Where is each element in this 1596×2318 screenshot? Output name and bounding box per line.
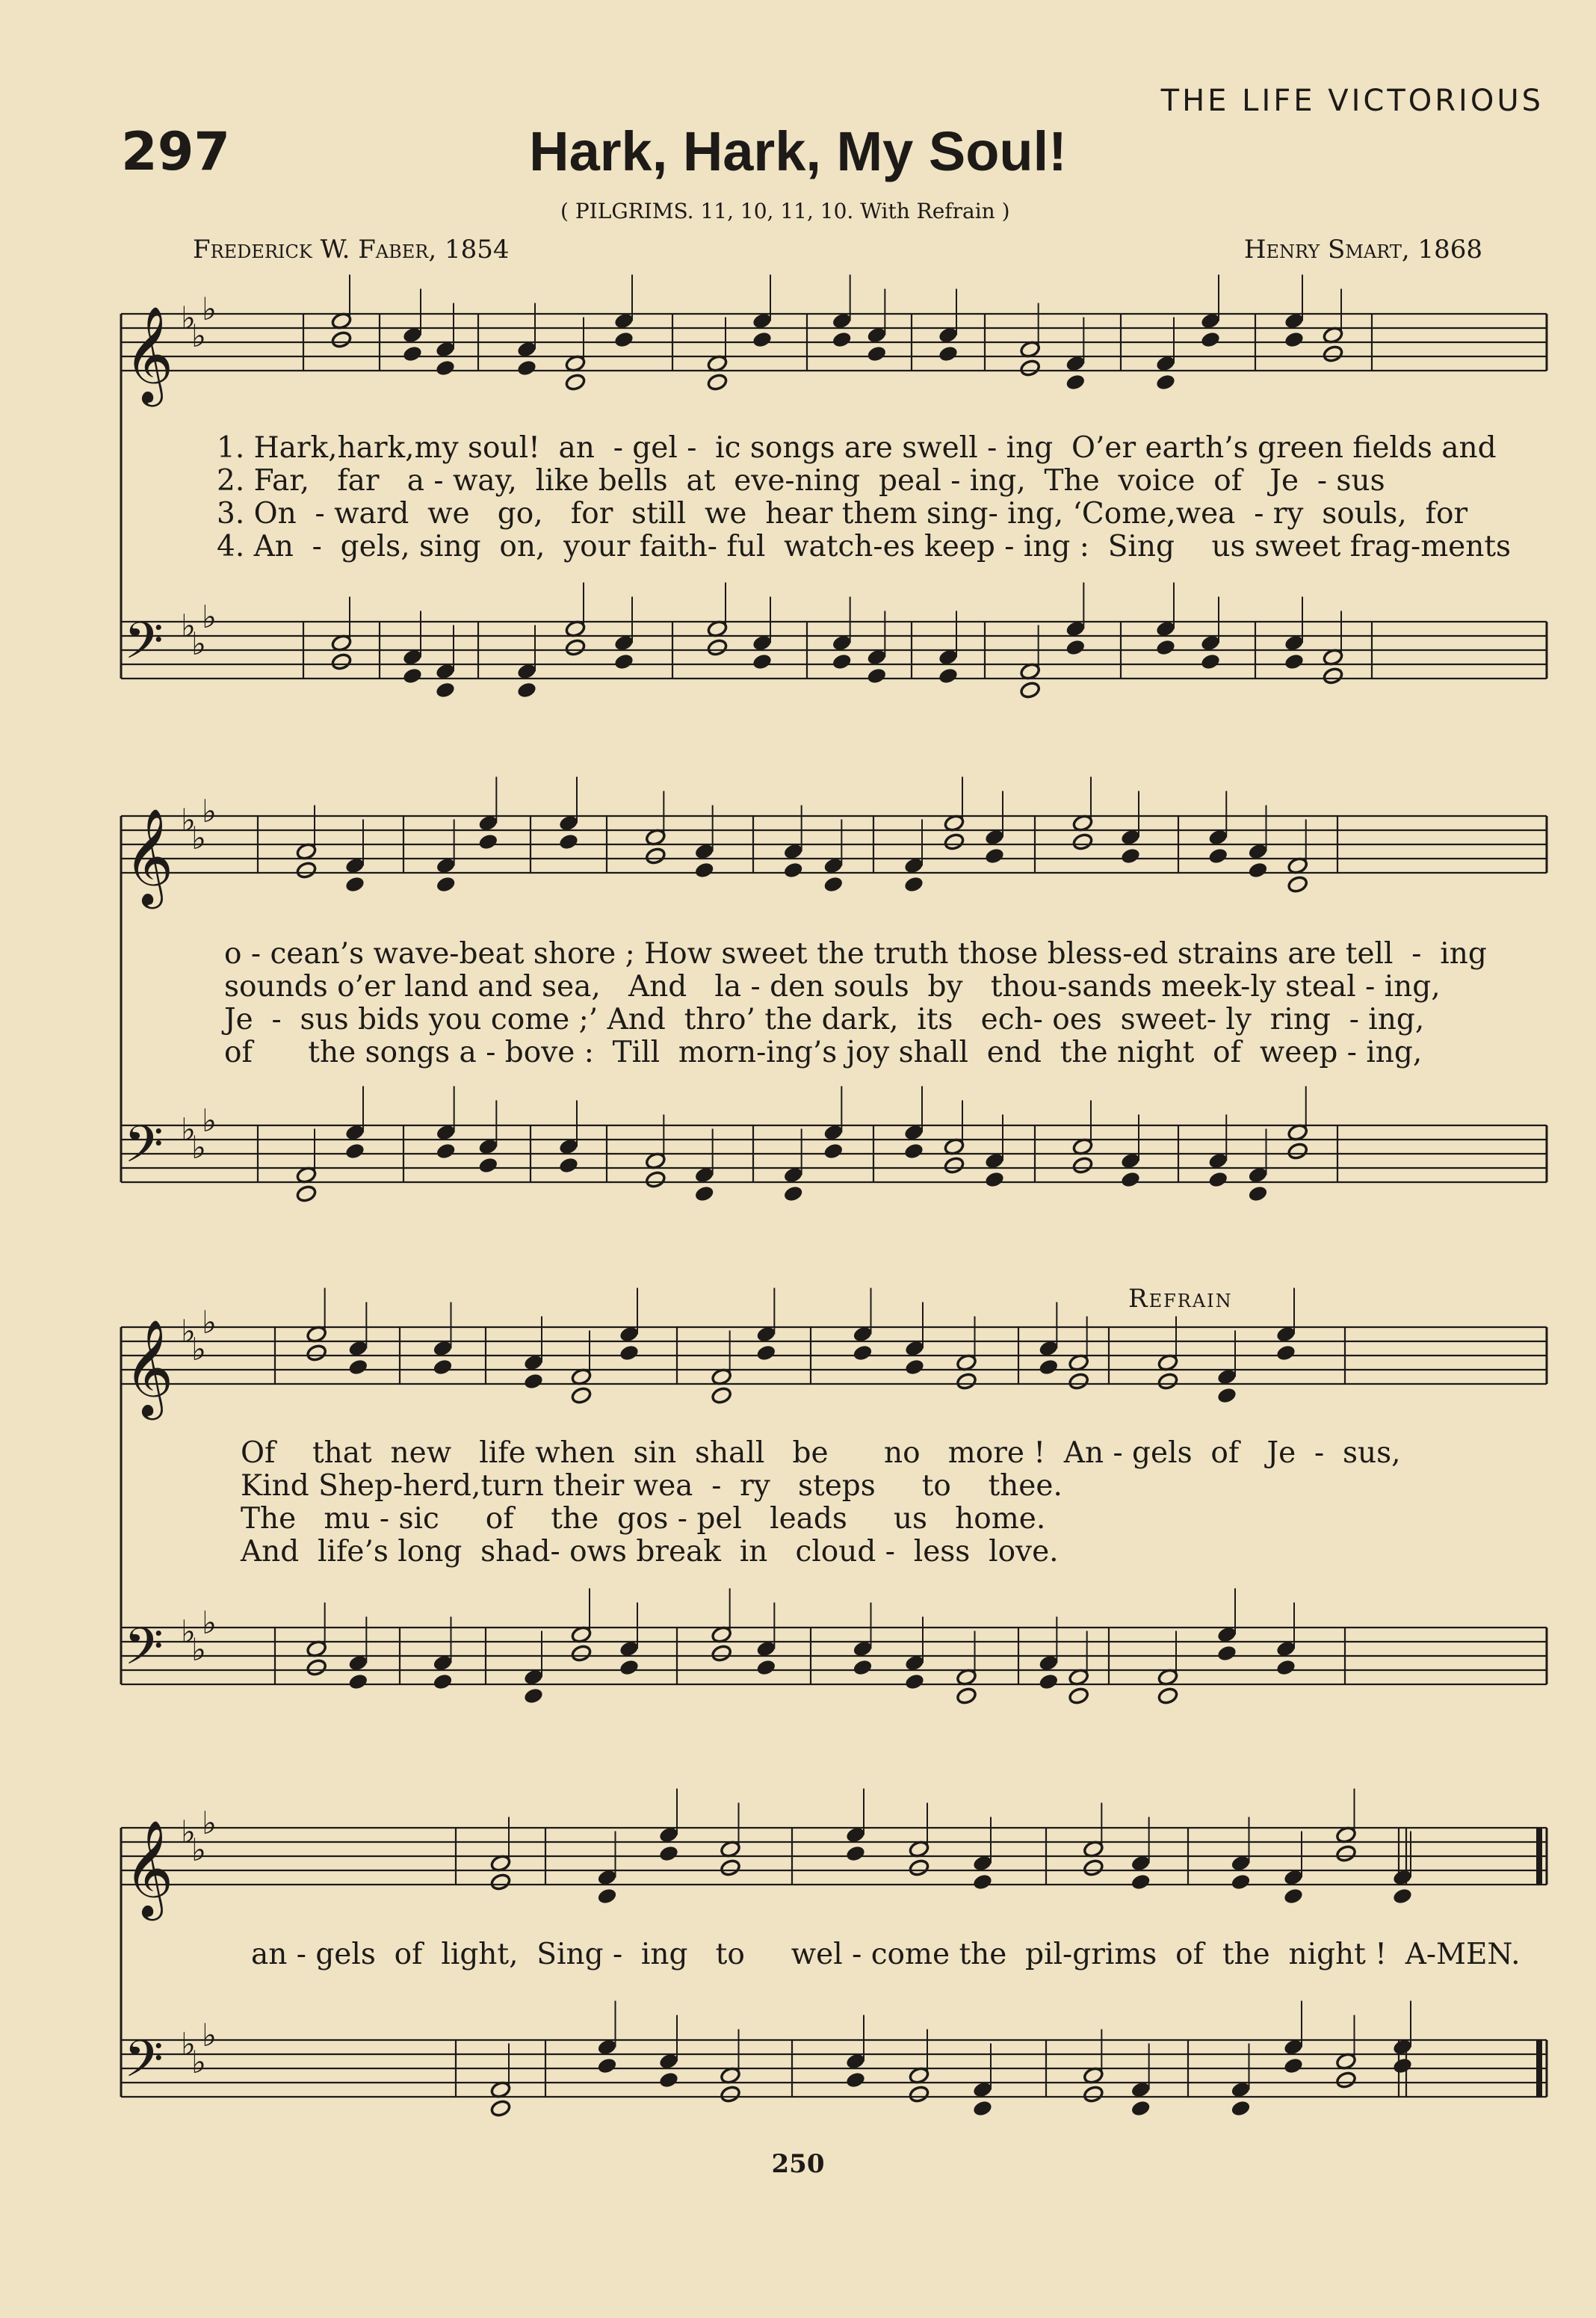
flat-icon: ♭ (202, 291, 217, 327)
note-head (1335, 2071, 1357, 2089)
flat-icon: ♭ (191, 2044, 206, 2080)
refrain-label: Refrain (1128, 1284, 1233, 1314)
note-head (331, 330, 353, 349)
note-head (571, 1386, 593, 1405)
lyric-line: 3. On - ward we go, for still we hear them sing- ing, ‘Come,wea - ry souls, for (217, 497, 1468, 531)
note-head (1247, 1184, 1269, 1203)
note-head (565, 373, 587, 392)
note-head (903, 1142, 925, 1160)
note-head (831, 652, 853, 671)
flat-icon: ♭ (202, 1102, 217, 1139)
note-head (523, 1687, 545, 1705)
note-head (1392, 1887, 1414, 1906)
note-head (347, 1358, 369, 1376)
note-head (619, 1658, 640, 1677)
note-head (711, 1386, 732, 1405)
note-head (1247, 861, 1269, 880)
note-head (752, 652, 773, 671)
note-head (1065, 638, 1086, 657)
lyric-line: of the songs a - bove : Till morn-ing’s joy shall end the night of weep - ing, (224, 1036, 1423, 1069)
note-head (956, 1687, 977, 1705)
note-head (823, 1142, 844, 1160)
note-head (693, 1184, 715, 1203)
note-head (523, 1372, 545, 1391)
note-head (1130, 1873, 1151, 1891)
note-head (613, 330, 635, 349)
note-head (1275, 1658, 1297, 1677)
note-head (1019, 681, 1041, 699)
flat-icon: ♭ (181, 2026, 196, 2062)
flat-icon: ♭ (202, 599, 217, 635)
note-head (344, 875, 366, 894)
note-head (1284, 330, 1305, 349)
clef-icon: 𝄞 (124, 808, 174, 905)
note-head (658, 2071, 680, 2089)
note-head (909, 1858, 930, 1877)
lyric-line: 1. Hark,hark,my soul! an - gel - ic songs are swell - ing O’er earth’s green fields and (217, 431, 1497, 465)
note-head (755, 1344, 777, 1362)
clef-icon: 𝄢 (124, 1618, 164, 1689)
note-head (1130, 2099, 1151, 2118)
lyric-line: The mu - sic of the gos - pel leads us home. (241, 1502, 1046, 1536)
note-head (1207, 1170, 1229, 1189)
clef-icon: 𝄞 (124, 1319, 174, 1416)
note-head (845, 2071, 867, 2089)
flat-icon: ♭ (181, 802, 196, 838)
note-head (596, 2056, 618, 2075)
note-head (1335, 1844, 1357, 1863)
author-credit: Frederick W. Faber, 1854 (193, 235, 510, 265)
note-head (866, 667, 888, 685)
note-head (831, 330, 853, 349)
note-head (571, 1644, 593, 1663)
note-head (331, 652, 353, 671)
note-head (938, 344, 959, 363)
note-head (558, 832, 580, 851)
clef-icon: 𝄞 (124, 1820, 174, 1917)
note-head (516, 359, 538, 377)
note-head (1038, 1358, 1060, 1376)
flat-icon: ♭ (181, 608, 196, 644)
clef-icon: 𝄞 (124, 306, 174, 403)
note-head (852, 1658, 873, 1677)
lyric-line: Kind Shep-herd,turn their wea - ry steps to thee. (241, 1469, 1063, 1503)
note-head (1283, 1887, 1305, 1906)
flat-icon: ♭ (202, 1604, 217, 1641)
note-head (1216, 1386, 1238, 1405)
note-head (1275, 1344, 1297, 1362)
note-head (984, 847, 1006, 865)
note-head (984, 1170, 1006, 1189)
lyric-line: an - gels of light, Sing - ing to wel - come the pil-grims of the night ! A-MEN. (251, 1938, 1521, 1971)
note-head (909, 2085, 930, 2104)
note-head (1284, 652, 1305, 671)
lyric-line: And life’s long shad- ows break in cloud - less love. (241, 1535, 1059, 1568)
flat-icon: ♭ (202, 1805, 217, 1841)
note-head (972, 1873, 994, 1891)
note-head (904, 1358, 926, 1376)
note-head (645, 1170, 666, 1189)
lyric-line: 2. Far, far a - way, like bells at eve-ning peal - ing, The voice of Je - sus (217, 464, 1385, 498)
note-head (490, 2099, 512, 2118)
note-head (944, 832, 965, 851)
note-head (693, 861, 715, 880)
note-head (707, 373, 729, 392)
flat-icon: ♭ (191, 1832, 206, 1868)
note-head (755, 1658, 777, 1677)
note-head (1065, 373, 1086, 392)
flat-icon: ♭ (181, 300, 196, 336)
note-head (435, 1142, 457, 1160)
note-head (956, 1372, 977, 1391)
note-head (565, 638, 587, 657)
flat-icon: ♭ (181, 1313, 196, 1350)
note-head (1200, 330, 1222, 349)
note-head (1120, 1170, 1142, 1189)
note-head (596, 1887, 618, 1906)
flat-icon: ♭ (181, 1814, 196, 1850)
note-head (558, 1156, 580, 1175)
note-head (1155, 638, 1177, 657)
note-head (1287, 1142, 1308, 1160)
note-head (347, 1672, 369, 1691)
note-head (1068, 1687, 1089, 1705)
note-head (1083, 2085, 1104, 2104)
note-head (720, 2085, 741, 2104)
note-head (1157, 1372, 1179, 1391)
note-head (432, 1672, 454, 1691)
tune-meter-line: ( PILGRIMS. 11, 10, 11, 10. With Refrain ) (560, 199, 1010, 223)
note-head (296, 861, 318, 880)
note-head (613, 652, 635, 671)
note-head (1216, 1644, 1238, 1663)
note-head (1283, 2056, 1305, 2075)
note-head (1323, 667, 1344, 685)
lyric-line: 4. An - gels, sing on, your faith- ful watch-es keep - ing : Sing us sweet frag-ments (217, 530, 1512, 563)
note-head (1120, 847, 1142, 865)
note-head (1230, 1873, 1252, 1891)
note-head (752, 330, 773, 349)
note-head (516, 681, 538, 699)
note-head (720, 1858, 741, 1877)
note-head (490, 1873, 512, 1891)
note-head (1019, 359, 1041, 377)
note-head (1200, 652, 1222, 671)
note-head (1287, 875, 1308, 894)
note-head (944, 1156, 965, 1175)
note-head (845, 1844, 867, 1863)
note-head (1155, 373, 1177, 392)
note-head (435, 681, 457, 699)
note-head (711, 1644, 732, 1663)
note-head (1230, 2099, 1252, 2118)
note-head (432, 1358, 454, 1376)
clef-icon: 𝄢 (124, 2030, 164, 2101)
lyric-line: Je - sus bids you come ;’ And thro’ the dark, its ech- oes sweet- ly ring - ing, (224, 1003, 1425, 1036)
note-head (1072, 1156, 1094, 1175)
note-head (296, 1184, 318, 1203)
note-head (402, 344, 424, 363)
note-head (1323, 344, 1344, 363)
note-head (938, 667, 959, 685)
section-title: THE LIFE VICTORIOUS (1160, 84, 1544, 118)
note-head (904, 1672, 926, 1691)
flat-icon: ♭ (181, 1111, 196, 1148)
note-head (619, 1344, 640, 1362)
note-head (903, 875, 925, 894)
note-head (823, 875, 844, 894)
note-head (852, 1344, 873, 1362)
note-head (306, 1658, 327, 1677)
note-head (1083, 1858, 1104, 1877)
page-number: 250 (771, 2149, 825, 2179)
hymn-number: 297 (121, 121, 231, 182)
note-head (1207, 847, 1229, 865)
composer-credit: Henry Smart, 1868 (1243, 235, 1482, 265)
note-head (1038, 1672, 1060, 1691)
note-head (782, 1184, 804, 1203)
note-head (344, 1142, 366, 1160)
lyric-line: Of that new life when sin shall be no more ! An - gels of Je - sus, (241, 1436, 1401, 1470)
note-head (306, 1344, 327, 1362)
flat-icon: ♭ (191, 625, 206, 662)
clef-icon: 𝄢 (124, 612, 164, 683)
note-head (1068, 1372, 1089, 1391)
flat-icon: ♭ (191, 1331, 206, 1367)
flat-icon: ♭ (202, 793, 217, 829)
note-head (1157, 1687, 1179, 1705)
flat-icon: ♭ (191, 1129, 206, 1166)
lyric-line: o - cean’s wave-beat shore ; How sweet the truth those bless-ed strains are tell - ing (224, 937, 1487, 971)
clef-icon: 𝄢 (124, 1116, 164, 1187)
note-head (435, 875, 457, 894)
note-head (477, 832, 499, 851)
flat-icon: ♭ (191, 318, 206, 354)
hymn-title: Hark, Hark, My Soul! (529, 120, 1067, 182)
flat-icon: ♭ (202, 2017, 217, 2053)
flat-icon: ♭ (191, 1631, 206, 1668)
note-head (866, 344, 888, 363)
note-head (782, 861, 804, 880)
lyric-line: sounds o’er land and sea, And la - den souls by thou-sands meek-ly steal - ing, (224, 970, 1441, 1004)
note-head (477, 1156, 499, 1175)
note-head (972, 2099, 994, 2118)
note-head (707, 638, 729, 657)
note-head (402, 667, 424, 685)
note-head (435, 359, 457, 377)
flat-icon: ♭ (181, 1613, 196, 1650)
flat-icon: ♭ (191, 820, 206, 856)
note-head (1392, 2056, 1414, 2075)
note-head (645, 847, 666, 865)
note-head (1072, 832, 1094, 851)
flat-icon: ♭ (202, 1304, 217, 1341)
note-head (658, 1844, 680, 1863)
